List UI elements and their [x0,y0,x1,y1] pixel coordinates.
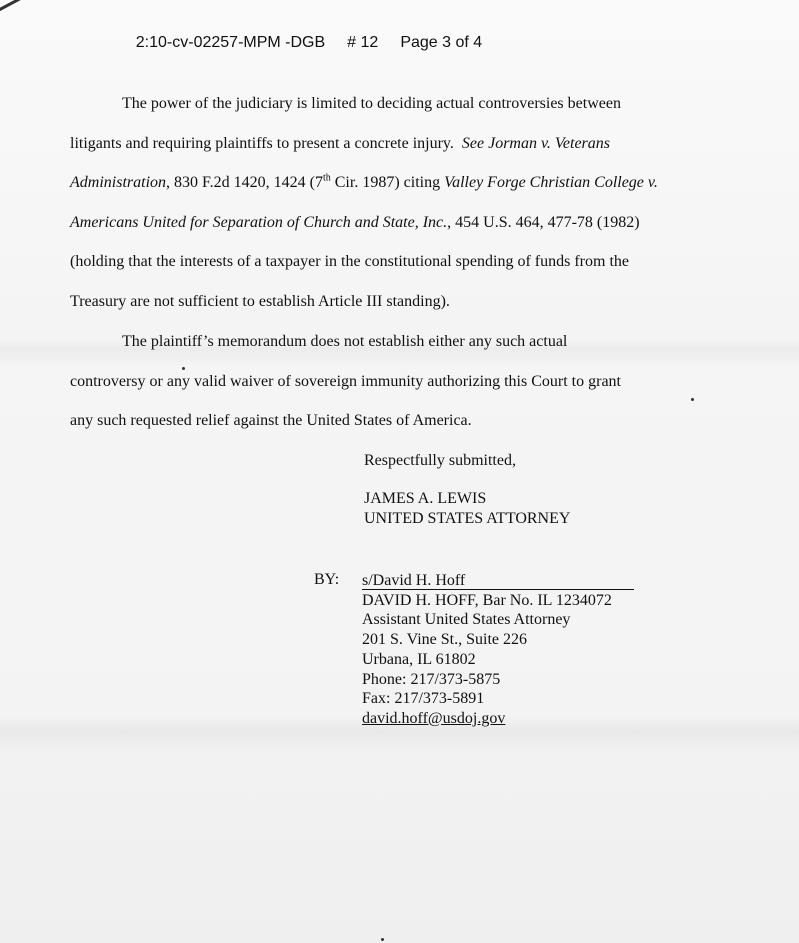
document-number: # 12 [347,34,379,51]
case-citation: Administration [70,174,167,191]
attorney-name: JAMES A. LEWIS [364,490,487,507]
paragraph-memorandum [70,322,710,441]
paragraph-judiciary [70,84,710,321]
signer-name-bar: DAVID H. HOFF, Bar No. IL 1234072 [362,591,612,609]
citation-detail: Cir. 1987) citing [330,174,445,191]
scan-speck [381,938,384,941]
ordinal-superscript: th [322,172,331,184]
paragraph-line: The power of the judiciary is limited to deciding actual controversies between [122,95,621,112]
citation-detail: , 830 F.2d 1420, 1424 (7 [166,174,323,191]
paragraph-line [70,203,710,243]
signer-position: Assistant United States Attorney [362,611,571,629]
paragraph-text: litigants and requiring plaintiffs to present a concrete injury. [70,134,454,152]
scan-speck [691,398,694,401]
signer-phone: Phone: 217/373-5875 [362,670,501,688]
paragraph-line: any such requested relief against the United States of America. [70,412,472,429]
citation-detail: , 454 U.S. 464, 477-78 (1982) [447,213,640,231]
case-citation: Valley Forge Christian College v. [444,174,658,191]
corner-fold-mark [0,0,36,13]
case-citation: Americans United for Separation of Church and State, Inc. [70,213,448,231]
document-header [118,16,504,70]
paragraph-line [70,124,710,164]
closing-salutation: Respectfully submitted, [364,452,516,469]
paragraph-line: (holding that the interests of a taxpayer in the constitutional spending of funds from the [70,253,629,270]
paragraph-line: controversy or any valid waiver of sovereign immunity authorizing this Court to grant [70,372,621,390]
signer-email-link[interactable]: david.hoff@usdoj.gov [362,709,506,727]
scan-speck [182,367,185,370]
electronic-signature: s/David H. Hoff [362,572,634,590]
page-indicator: Page 3 of 4 [400,34,483,51]
attorney-title: UNITED STATES ATTORNEY [364,510,571,527]
signer-fax: Fax: 217/373-5891 [362,690,485,708]
paragraph-line: Treasury are not sufficient to establish Article III standing). [70,292,450,310]
signer-address: 201 S. Vine St., Suite 226 [362,631,527,649]
paragraph-line [70,163,710,203]
closing-block [364,451,570,529]
signer-city: Urbana, IL 61802 [362,650,476,668]
by-label: BY: [314,571,340,588]
case-citation: See Jorman v. Veterans [461,134,610,152]
case-number: 2:10-cv-02257-MPM -DGB [135,34,326,51]
signature-block [362,571,634,729]
paragraph-line: The plaintiff’s memorandum does not establish either any such actual [122,333,568,350]
